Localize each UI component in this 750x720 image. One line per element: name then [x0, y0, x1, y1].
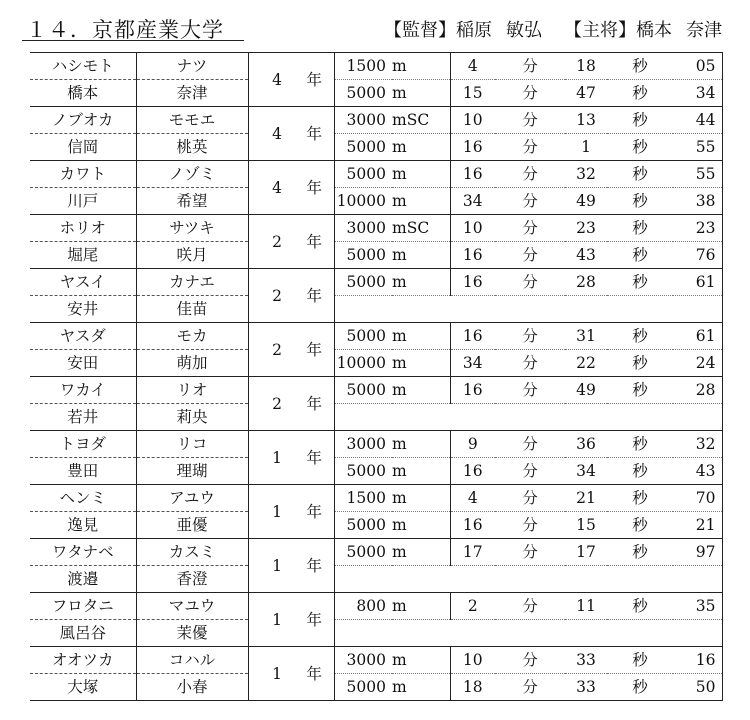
- record-seconds: 23: [565, 215, 607, 242]
- grade-number: 2: [272, 232, 282, 251]
- record-seconds: 49: [565, 188, 607, 215]
- family-name: 信岡: [30, 134, 136, 161]
- record-unit: m: [392, 593, 450, 620]
- record-event: 5000: [334, 674, 392, 701]
- athlete-row-kanji: [30, 404, 722, 431]
- kana-family-name: オオツカ: [30, 647, 136, 674]
- record-empty: [334, 566, 722, 593]
- record-event: 3000: [334, 215, 392, 242]
- athlete-row-kanji: [30, 188, 722, 215]
- record-hundredths: 43: [673, 458, 722, 485]
- record-event: 5000: [334, 458, 392, 485]
- record-seconds: 36: [565, 431, 607, 458]
- kana-family-name: ホリオ: [30, 215, 136, 242]
- record-hundredths: 44: [673, 107, 722, 134]
- grade-number: 1: [272, 610, 282, 629]
- seconds-label: 秒: [607, 647, 673, 674]
- seconds-label: 秒: [607, 593, 673, 620]
- kana-given-name: マユウ: [136, 593, 248, 620]
- record-event: 3000: [334, 647, 392, 674]
- seconds-label: 秒: [607, 188, 673, 215]
- grade-cell: [248, 215, 334, 269]
- athlete-row-kana: [30, 593, 722, 620]
- seconds-label: 秒: [607, 215, 673, 242]
- record-unit: m: [392, 80, 450, 107]
- record-hundredths: 16: [673, 647, 722, 674]
- family-name: 渡邉: [30, 566, 136, 593]
- given-name: 莉央: [136, 404, 248, 431]
- minutes-label: 分: [495, 242, 565, 269]
- seconds-label: 秒: [607, 107, 673, 134]
- record-hundredths: 24: [673, 350, 722, 377]
- minutes-label: 分: [495, 134, 565, 161]
- grade-number: 1: [272, 556, 282, 575]
- athlete-row-kana: [30, 485, 722, 512]
- seconds-label: 秒: [607, 485, 673, 512]
- athlete-row-kanji: [30, 566, 722, 593]
- grade-cell: [248, 53, 334, 107]
- team-title: １４．京都産業大学: [26, 18, 224, 42]
- minutes-label: 分: [495, 647, 565, 674]
- seconds-label: 秒: [607, 80, 673, 107]
- grade-cell: [248, 593, 334, 647]
- team-header: [0, 14, 750, 48]
- minutes-label: 分: [495, 431, 565, 458]
- kana-family-name: ワタナベ: [30, 539, 136, 566]
- record-minutes: 15: [450, 80, 495, 107]
- record-minutes: 16: [450, 242, 495, 269]
- minutes-label: 分: [495, 215, 565, 242]
- record-seconds: 18: [565, 53, 607, 80]
- grade-unit: 年: [306, 610, 322, 629]
- family-name: 風呂谷: [30, 620, 136, 647]
- coach-label: 【監督】: [384, 20, 456, 41]
- kana-family-name: ハシモト: [30, 53, 136, 80]
- athlete-row-kana: [30, 215, 722, 242]
- grade-unit: 年: [306, 178, 322, 197]
- given-name: 茉優: [136, 620, 248, 647]
- minutes-label: 分: [495, 107, 565, 134]
- record-hundredths: 23: [673, 215, 722, 242]
- record-minutes: 16: [450, 512, 495, 539]
- record-minutes: 18: [450, 674, 495, 701]
- grade-cell: [248, 269, 334, 323]
- seconds-label: 秒: [607, 512, 673, 539]
- athlete-row-kanji: [30, 80, 722, 107]
- seconds-label: 秒: [607, 539, 673, 566]
- grade-cell: [248, 539, 334, 593]
- record-seconds: 32: [565, 161, 607, 188]
- athlete-row-kana: [30, 377, 722, 404]
- record-minutes: 16: [450, 269, 495, 296]
- seconds-label: 秒: [607, 242, 673, 269]
- record-unit: mSC: [392, 107, 450, 134]
- record-unit: m: [392, 269, 450, 296]
- kana-family-name: カワト: [30, 161, 136, 188]
- record-minutes: 9: [450, 431, 495, 458]
- captain-given-name: 奈津: [686, 20, 722, 41]
- grade-cell: [248, 485, 334, 539]
- minutes-label: 分: [495, 377, 565, 404]
- family-name: 安田: [30, 350, 136, 377]
- seconds-label: 秒: [607, 161, 673, 188]
- record-hundredths: 35: [673, 593, 722, 620]
- record-unit: m: [392, 53, 450, 80]
- grade-number: 4: [272, 70, 282, 89]
- record-unit: m: [392, 485, 450, 512]
- grade-cell: [248, 647, 334, 701]
- given-name: 亜優: [136, 512, 248, 539]
- athlete-row-kanji: [30, 458, 722, 485]
- record-event: 1500: [334, 53, 392, 80]
- record-unit: m: [392, 161, 450, 188]
- record-empty: [334, 404, 722, 431]
- record-seconds: 43: [565, 242, 607, 269]
- record-empty: [334, 620, 722, 647]
- record-hundredths: 55: [673, 134, 722, 161]
- family-name: 逸見: [30, 512, 136, 539]
- given-name: 萌加: [136, 350, 248, 377]
- grade-cell: [248, 377, 334, 431]
- minutes-label: 分: [495, 161, 565, 188]
- grade-number: 2: [272, 394, 282, 413]
- grade-unit: 年: [306, 232, 322, 251]
- grade-number: 1: [272, 502, 282, 521]
- record-event: 5000: [334, 269, 392, 296]
- family-name: 若井: [30, 404, 136, 431]
- grade-cell: [248, 323, 334, 377]
- minutes-label: 分: [495, 485, 565, 512]
- record-event: 5000: [334, 242, 392, 269]
- minutes-label: 分: [495, 674, 565, 701]
- record-minutes: 4: [450, 53, 495, 80]
- record-seconds: 49: [565, 377, 607, 404]
- given-name: 希望: [136, 188, 248, 215]
- captain-family-name: 橋本: [636, 20, 672, 41]
- minutes-label: 分: [495, 539, 565, 566]
- athlete-row-kanji: [30, 620, 722, 647]
- record-hundredths: 97: [673, 539, 722, 566]
- athlete-row-kanji: [30, 296, 722, 323]
- record-event: 5000: [334, 377, 392, 404]
- record-unit: m: [392, 512, 450, 539]
- record-unit: m: [392, 647, 450, 674]
- record-minutes: 34: [450, 188, 495, 215]
- record-minutes: 16: [450, 134, 495, 161]
- minutes-label: 分: [495, 350, 565, 377]
- kana-family-name: フロタニ: [30, 593, 136, 620]
- record-seconds: 17: [565, 539, 607, 566]
- family-name: 川戸: [30, 188, 136, 215]
- given-name: 桃英: [136, 134, 248, 161]
- kana-given-name: モカ: [136, 323, 248, 350]
- record-seconds: 28: [565, 269, 607, 296]
- kana-given-name: サツキ: [136, 215, 248, 242]
- kana-given-name: ノゾミ: [136, 161, 248, 188]
- record-hundredths: 70: [673, 485, 722, 512]
- family-name: 堀尾: [30, 242, 136, 269]
- kana-given-name: ナツ: [136, 53, 248, 80]
- seconds-label: 秒: [607, 458, 673, 485]
- record-minutes: 16: [450, 323, 495, 350]
- record-event: 10000: [334, 188, 392, 215]
- grade-unit: 年: [306, 556, 322, 575]
- title-underline: [22, 40, 244, 41]
- coach-family-name: 稲原: [456, 20, 492, 41]
- record-hundredths: 61: [673, 323, 722, 350]
- family-name: 豊田: [30, 458, 136, 485]
- given-name: 咲月: [136, 242, 248, 269]
- seconds-label: 秒: [607, 431, 673, 458]
- given-name: 佳苗: [136, 296, 248, 323]
- seconds-label: 秒: [607, 323, 673, 350]
- record-unit: m: [392, 323, 450, 350]
- record-minutes: 34: [450, 350, 495, 377]
- record-minutes: 16: [450, 161, 495, 188]
- grade-number: 1: [272, 448, 282, 467]
- record-event: 5000: [334, 512, 392, 539]
- minutes-label: 分: [495, 80, 565, 107]
- record-unit: m: [392, 242, 450, 269]
- grade-unit: 年: [306, 124, 322, 143]
- seconds-label: 秒: [607, 674, 673, 701]
- athlete-row-kana: [30, 323, 722, 350]
- kana-given-name: モモエ: [136, 107, 248, 134]
- athlete-row-kanji: [30, 242, 722, 269]
- seconds-label: 秒: [607, 377, 673, 404]
- seconds-label: 秒: [607, 269, 673, 296]
- given-name: 香澄: [136, 566, 248, 593]
- record-event: 3000: [334, 107, 392, 134]
- record-hundredths: 55: [673, 161, 722, 188]
- record-seconds: 31: [565, 323, 607, 350]
- record-hundredths: 21: [673, 512, 722, 539]
- seconds-label: 秒: [607, 350, 673, 377]
- roster-table: [30, 52, 723, 701]
- record-minutes: 16: [450, 458, 495, 485]
- minutes-label: 分: [495, 512, 565, 539]
- grade-cell: [248, 161, 334, 215]
- athlete-row-kanji: [30, 134, 722, 161]
- kana-family-name: ヘンミ: [30, 485, 136, 512]
- record-event: 3000: [334, 431, 392, 458]
- record-unit: mSC: [392, 215, 450, 242]
- kana-family-name: ヤスダ: [30, 323, 136, 350]
- captain-label: 【主将】: [564, 20, 636, 41]
- record-event: 5000: [334, 161, 392, 188]
- record-seconds: 21: [565, 485, 607, 512]
- record-hundredths: 32: [673, 431, 722, 458]
- kana-family-name: ヤスイ: [30, 269, 136, 296]
- grade-unit: 年: [306, 394, 322, 413]
- record-hundredths: 05: [673, 53, 722, 80]
- record-hundredths: 50: [673, 674, 722, 701]
- record-seconds: 33: [565, 674, 607, 701]
- given-name: 奈津: [136, 80, 248, 107]
- kana-family-name: トヨダ: [30, 431, 136, 458]
- record-hundredths: 28: [673, 377, 722, 404]
- kana-given-name: カスミ: [136, 539, 248, 566]
- record-seconds: 34: [565, 458, 607, 485]
- record-unit: m: [392, 431, 450, 458]
- record-minutes: 10: [450, 647, 495, 674]
- record-event: 10000: [334, 350, 392, 377]
- seconds-label: 秒: [607, 134, 673, 161]
- record-seconds: 11: [565, 593, 607, 620]
- record-hundredths: 38: [673, 188, 722, 215]
- athlete-row-kana: [30, 107, 722, 134]
- grade-unit: 年: [306, 286, 322, 305]
- minutes-label: 分: [495, 458, 565, 485]
- athlete-row-kanji: [30, 674, 722, 701]
- record-minutes: 17: [450, 539, 495, 566]
- minutes-label: 分: [495, 323, 565, 350]
- record-unit: m: [392, 188, 450, 215]
- record-unit: m: [392, 134, 450, 161]
- athlete-row-kanji: [30, 512, 722, 539]
- minutes-label: 分: [495, 188, 565, 215]
- kana-given-name: リオ: [136, 377, 248, 404]
- grade-number: 4: [272, 178, 282, 197]
- family-name: 橋本: [30, 80, 136, 107]
- record-seconds: 13: [565, 107, 607, 134]
- grade-unit: 年: [306, 448, 322, 467]
- given-name: 小春: [136, 674, 248, 701]
- record-minutes: 10: [450, 107, 495, 134]
- record-minutes: 10: [450, 215, 495, 242]
- record-seconds: 47: [565, 80, 607, 107]
- seconds-label: 秒: [607, 53, 673, 80]
- kana-given-name: アユウ: [136, 485, 248, 512]
- family-name: 安井: [30, 296, 136, 323]
- record-empty: [334, 296, 722, 323]
- family-name: 大塚: [30, 674, 136, 701]
- record-minutes: 16: [450, 377, 495, 404]
- record-unit: m: [392, 377, 450, 404]
- grade-number: 2: [272, 286, 282, 305]
- record-seconds: 22: [565, 350, 607, 377]
- kana-family-name: ワカイ: [30, 377, 136, 404]
- record-minutes: 4: [450, 485, 495, 512]
- kana-given-name: リコ: [136, 431, 248, 458]
- grade-number: 2: [272, 340, 282, 359]
- record-event: 5000: [334, 134, 392, 161]
- record-hundredths: 34: [673, 80, 722, 107]
- given-name: 理瑚: [136, 458, 248, 485]
- kana-given-name: カナエ: [136, 269, 248, 296]
- record-minutes: 2: [450, 593, 495, 620]
- grade-number: 1: [272, 664, 282, 683]
- staff-info: [384, 16, 722, 42]
- grade-number: 4: [272, 124, 282, 143]
- record-unit: m: [392, 539, 450, 566]
- athlete-row-kana: [30, 647, 722, 674]
- grade-cell: [248, 431, 334, 485]
- grade-cell: [248, 107, 334, 161]
- kana-given-name: コハル: [136, 647, 248, 674]
- athlete-row-kanji: [30, 350, 722, 377]
- athlete-row-kana: [30, 431, 722, 458]
- athlete-row-kana: [30, 53, 722, 80]
- grade-unit: 年: [306, 502, 322, 521]
- grade-unit: 年: [306, 340, 322, 359]
- record-seconds: 1: [565, 134, 607, 161]
- grade-unit: 年: [306, 70, 322, 89]
- coach-given-name: 敏弘: [506, 20, 542, 41]
- record-unit: m: [392, 350, 450, 377]
- record-hundredths: 61: [673, 269, 722, 296]
- record-unit: m: [392, 674, 450, 701]
- record-unit: m: [392, 458, 450, 485]
- record-seconds: 15: [565, 512, 607, 539]
- athlete-row-kana: [30, 539, 722, 566]
- minutes-label: 分: [495, 269, 565, 296]
- minutes-label: 分: [495, 53, 565, 80]
- athlete-row-kana: [30, 161, 722, 188]
- record-hundredths: 76: [673, 242, 722, 269]
- minutes-label: 分: [495, 593, 565, 620]
- record-event: 5000: [334, 80, 392, 107]
- record-event: 1500: [334, 485, 392, 512]
- record-event: 5000: [334, 323, 392, 350]
- grade-unit: 年: [306, 664, 322, 683]
- athlete-row-kana: [30, 269, 722, 296]
- record-event: 5000: [334, 539, 392, 566]
- record-event: 800: [334, 593, 392, 620]
- kana-family-name: ノブオカ: [30, 107, 136, 134]
- record-seconds: 33: [565, 647, 607, 674]
